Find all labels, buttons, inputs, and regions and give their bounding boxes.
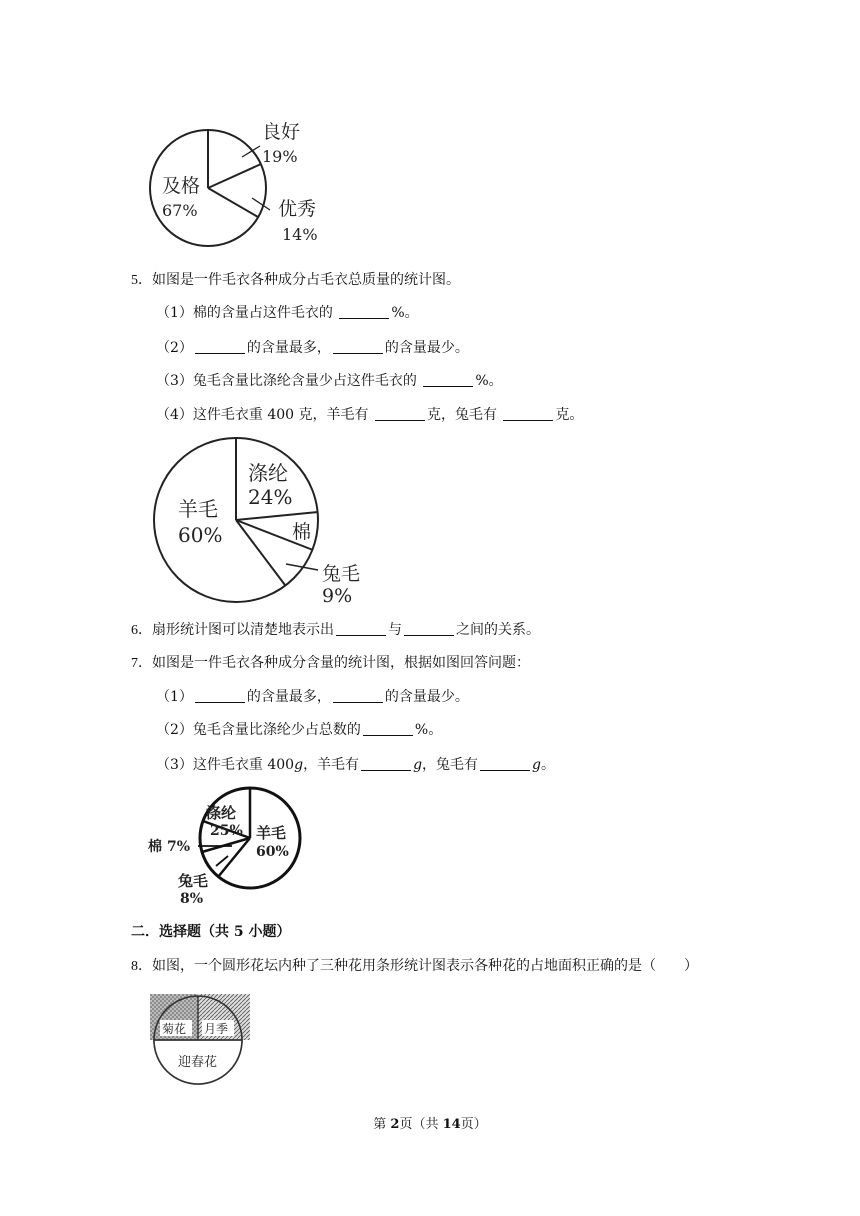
pie-chart-sweater-q5 (150, 434, 390, 606)
question-8 (131, 956, 698, 977)
label-pass-name: 及格 (162, 175, 201, 197)
label-polyester-name: 涤纶 (248, 461, 288, 485)
question-text: 如图是一件毛衣各种成分占毛衣总质量的统计图。 (152, 272, 460, 288)
q7-sub2: （2）兔毛含量比涤纶少占总数的 %。 (156, 722, 443, 738)
label-polyester-value: 25% (210, 823, 243, 839)
label-wool-value: 60% (178, 523, 223, 547)
q5-sub2: （2） 的含量最多， 的含量最少。 (156, 340, 469, 356)
answer-blank[interactable] (503, 406, 553, 421)
label-rabbit-name: 兔毛 (178, 872, 209, 890)
label-wool-value: 60% (256, 844, 289, 860)
label-cotton-name: 棉 (292, 521, 312, 543)
label-excellent-name: 优秀 (278, 198, 317, 220)
pie-divider-excellent (208, 188, 258, 217)
question-7 (131, 653, 530, 674)
answer-blank[interactable] (195, 688, 245, 703)
leader-excellent (252, 198, 270, 210)
answer-blank[interactable] (333, 339, 383, 354)
label-rabbit-name: 兔毛 (322, 563, 361, 585)
page-footer: 第 2页（共 14页） (373, 1117, 487, 1132)
label-good-name: 良好 (262, 121, 301, 143)
q5-sub3: （3）兔毛含量比涤纶含量少占这件毛衣的 %。 (156, 373, 503, 389)
answer-blank[interactable] (333, 688, 383, 703)
answer-blank[interactable] (480, 756, 530, 771)
question-text: 如图是一件毛衣各种成分含量的统计图，根据如图回答问题： (152, 655, 530, 671)
page-number: 2 (390, 1117, 400, 1132)
q5-sub4: （4）这件毛衣重 400 克，羊毛有 克，兔毛有 克。 (156, 407, 584, 423)
q5-sub1: （1）棉的含量占这件毛衣的 %。 (156, 305, 419, 321)
label-wool-name: 羊毛 (178, 497, 218, 521)
label-yingchun: 迎春花 (178, 1055, 218, 1070)
label-excellent-value: 14% (282, 225, 318, 244)
label-cotton-value: 7% (167, 839, 191, 855)
question-6: 6．扇形统计图可以清楚地表示出 与 之间的关系。 (131, 622, 540, 638)
question-number: 8． (131, 959, 152, 974)
answer-blank[interactable] (375, 406, 425, 421)
answer-blank[interactable] (404, 621, 454, 636)
answer-blank[interactable] (339, 304, 389, 319)
answer-blank[interactable] (363, 721, 413, 736)
pie-chart-grades (140, 110, 340, 250)
label-cotton-name: 棉 (148, 839, 162, 855)
answer-blank[interactable] (195, 339, 245, 354)
section-title: 二．选择题（共 5 小题） (131, 924, 291, 940)
q7-sub1: （1） 的含量最多， 的含量最少。 (156, 689, 469, 705)
pie-chart-sweater-q7 (146, 784, 306, 908)
divider-polyester (236, 512, 318, 520)
pie-divider-good (208, 164, 261, 188)
question-number: 7． (131, 656, 152, 671)
question-number: 5． (131, 273, 152, 288)
leader-rabbit (216, 856, 228, 866)
label-polyester-value: 24% (248, 485, 293, 509)
label-wool-name: 羊毛 (256, 824, 287, 842)
label-juhua: 菊花 (162, 1022, 187, 1036)
answer-blank[interactable] (361, 756, 411, 771)
flowerbed-circle-figure (150, 994, 250, 1086)
label-good-value: 19% (262, 147, 298, 166)
label-polyester-name: 涤纶 (206, 804, 237, 822)
page-total: 14 (442, 1117, 461, 1132)
label-pass-value: 67% (162, 201, 198, 220)
label-yueji: 月季 (204, 1022, 229, 1036)
label-rabbit-value: 9% (322, 585, 353, 606)
answer-blank[interactable] (336, 621, 386, 636)
question-text: 如图，一个圆形花坛内种了三种花用条形统计图表示各种花的占地面积正确的是（ ） (152, 958, 698, 974)
question-5 (131, 270, 460, 291)
label-rabbit-value: 8% (180, 891, 204, 907)
q7-sub3: （3）这件毛衣重 400g，羊毛有 g，兔毛有 g。 (156, 757, 555, 773)
question-number: 6． (131, 623, 152, 638)
answer-blank[interactable] (423, 372, 473, 387)
